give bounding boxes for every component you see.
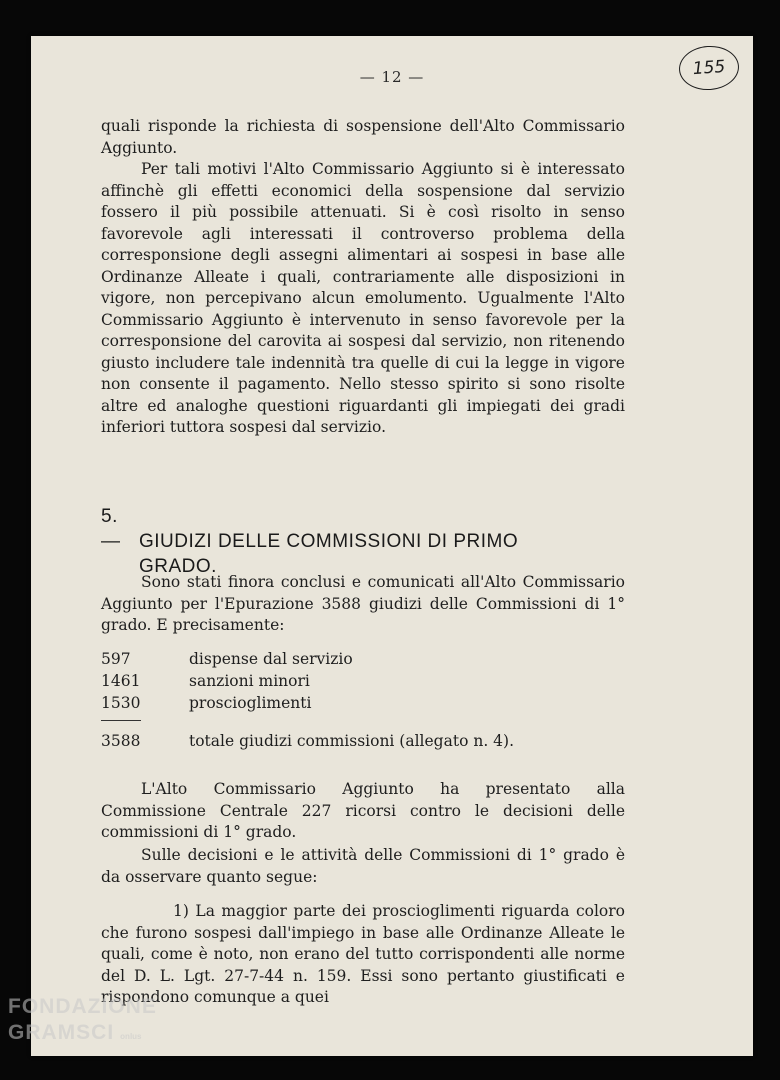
page-number: — 12 — [359, 68, 425, 86]
archive-stamp: 155 [678, 44, 741, 92]
row-count: 597 [101, 650, 131, 668]
section-title-line1: GIUDIZI DELLE COMMISSIONI DI PRIMO [139, 531, 519, 552]
total-count: 3588 [101, 732, 141, 750]
table-total-row [101, 730, 514, 752]
section-title-line2: GRADO. [139, 556, 217, 577]
judgments-table [101, 648, 514, 752]
watermark-line1: FONDAZIONE [8, 995, 157, 1018]
row-label: dispense dal servizio [189, 650, 353, 668]
archive-watermark [8, 994, 157, 1050]
section-heading [101, 504, 641, 579]
section-number: 5. — [101, 506, 121, 552]
paragraph-3: Sono stati finora conclusi e comunicati all'Alto Commissario Aggiunto per l'Epurazione 3588 giudizi delle Commissioni di 1° grado. E precisamente: [101, 573, 625, 634]
table-row [101, 648, 514, 670]
paragraph-5: Sulle decisioni e le attività delle Commissioni di 1° grado è da osservare quanto segue: [101, 846, 625, 886]
paragraph-1: quali risponde la richiesta di sospensione dell'Alto Commissario Aggiunto. [101, 117, 625, 157]
total-label: totale giudizi commissioni (allegato n. 4). [189, 732, 515, 750]
row-label: proscioglimenti [189, 694, 312, 712]
paragraph-4: L'Alto Commissario Aggiunto ha presentato alla Commissione Centrale 227 ricorsi contro le decisioni delle commissioni di 1° grado. [101, 780, 625, 841]
row-label: sanzioni minori [189, 672, 310, 690]
paragraph-2: Per tali motivi l'Alto Commissario Aggiunto si è interessato affinchè gli effetti economici della sospensione dal servizio fossero il più possibile attenuati. Si è così risolto in senso favorevole agli interessati il controverso problema della corresponsione degli assegni alimentari ai sospesi in base alle Ordinanze Alleate i quali, contrariamente alle disposizioni in vigore, non percepivano alcun emolumento. Ugualmente l'Alto Commissario Aggiunto è intervenuto in senso favorevole per la corresponsione del carovita ai sospesi dal servizio, non ritenendo giusto includere tale indennità tra quelle di cui la legge in vigore non consente il pagamento. Nello stesso spirito si sono risolte altre ed analoghe questioni riguardanti gli impiegati dei gradi inferiori tuttora sospesi dal servizio. [101, 160, 625, 436]
table-row [101, 670, 514, 692]
row-count: 1530 [101, 694, 141, 712]
list-item-1: 1) La maggior parte dei proscioglimenti riguarda coloro che furono sospesi dall'impiego in base alle Ordinanze Alleate le quali, come è noto, non erano del tutto corrispondenti alle norme del D. L. Lgt. 27-7-44 n. 159. Essi sono pertanto giustificati e rispondono comunque a quei [101, 902, 625, 1006]
watermark-small: onlus [120, 1032, 142, 1041]
watermark-line2: GRAMSCI [8, 1021, 115, 1044]
sum-rule [101, 720, 141, 721]
table-row [101, 692, 514, 714]
row-count: 1461 [101, 672, 141, 690]
